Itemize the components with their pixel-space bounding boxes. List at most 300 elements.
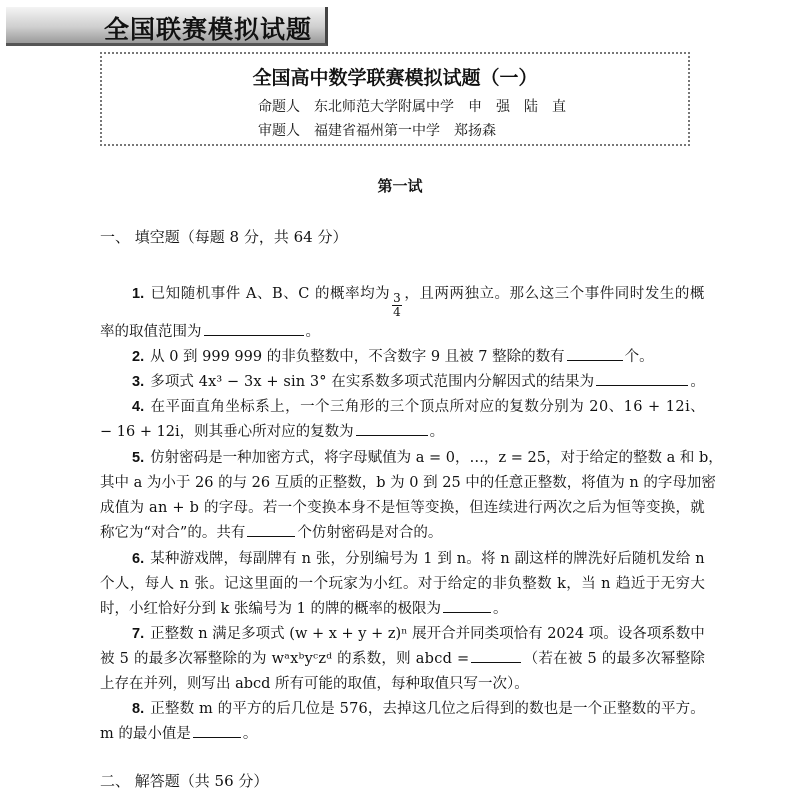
text-line — [100, 647, 705, 668]
text-char: 几 — [290, 701, 306, 717]
text-char: 负 — [507, 576, 522, 592]
text-char: 这 — [239, 576, 254, 592]
text-char: 样 — [543, 551, 559, 567]
text-char: ， — [545, 450, 561, 466]
text-char: 数 — [647, 450, 662, 466]
text-char: 种 — [164, 551, 180, 567]
text-char: = — [428, 450, 442, 466]
text-char: 加 — [251, 450, 267, 466]
text-char: ， — [361, 475, 377, 491]
text-char: 方 — [246, 701, 262, 717]
text-char — [661, 399, 666, 415]
text-char: 当 — [581, 576, 596, 592]
text-char: 是 — [380, 500, 396, 516]
text-char: 给 — [447, 576, 463, 592]
text-char: 趋 — [615, 576, 631, 592]
text-char: 类 — [484, 626, 500, 642]
text-char: 0 — [598, 399, 609, 415]
text-line — [100, 697, 705, 718]
text-char: ， — [483, 450, 499, 466]
text-char: 率 — [345, 286, 360, 302]
text-char: 直 — [195, 399, 210, 415]
text-char: 最 — [148, 651, 164, 667]
text-char: 的 — [133, 651, 149, 667]
text-char: ， — [454, 500, 469, 516]
text-char: 别 — [359, 551, 375, 567]
text-char: 副 — [252, 551, 268, 567]
text-char: + — [266, 374, 279, 390]
answer-blank[interactable] — [356, 423, 428, 436]
text-char: z — [318, 651, 326, 667]
text-char: 6 — [633, 399, 643, 415]
text-char: 牌 — [208, 551, 224, 567]
text-char: 但 — [469, 500, 484, 516]
text-char: 正 — [150, 626, 165, 642]
text-char: 牌 — [573, 551, 588, 567]
text-char: 的 — [237, 651, 252, 667]
text-char — [189, 576, 194, 592]
text-char: 某 — [150, 551, 165, 567]
text-char: 多 — [631, 651, 646, 667]
text-char: 2 — [251, 475, 261, 491]
text-char: 的 — [618, 450, 633, 466]
text-char: 于 — [432, 576, 448, 592]
text-char: 为 — [390, 475, 405, 491]
text-char: ， — [566, 475, 582, 491]
text-char: 穷 — [675, 576, 690, 592]
text-char: 无 — [660, 576, 676, 592]
text-char: c — [434, 651, 443, 667]
text-char: 为 — [610, 475, 625, 491]
text-char: 的 — [479, 475, 495, 491]
text-char: 是 — [558, 701, 573, 717]
text-char: 的 — [601, 651, 617, 667]
text-line — [100, 345, 705, 366]
text-char: 幂 — [192, 651, 208, 667]
text-char: 每 — [144, 576, 160, 592]
text-char: 个 — [569, 286, 585, 302]
fraction — [392, 292, 402, 319]
question-number: 3. — [132, 374, 145, 390]
text-char: 分 — [539, 399, 554, 415]
text-char: 多 — [389, 374, 405, 390]
text-char: A — [245, 286, 257, 302]
text-char: 若 — [538, 651, 553, 667]
text-segment: 个。 — [624, 349, 654, 365]
text-char: = — [510, 450, 523, 466]
text-char: 6 — [358, 701, 368, 717]
text-char: 整 — [675, 651, 691, 667]
text-char: 变 — [307, 500, 322, 516]
text-char: 平 — [660, 701, 676, 717]
text-char: 数 — [631, 701, 647, 717]
text-char — [175, 576, 180, 592]
text-char: + — [341, 626, 354, 642]
answer-blank[interactable] — [567, 348, 623, 361]
text-char: 字 — [657, 475, 673, 491]
text-char: 一 — [277, 500, 293, 516]
text-char: 和 — [679, 450, 695, 466]
text-line — [100, 496, 705, 517]
text-char: 面 — [268, 576, 284, 592]
text-char: 式 — [270, 626, 285, 642]
text-char: 则 — [396, 651, 411, 667]
text-char: 若 — [262, 500, 278, 516]
text-char: 与 — [232, 475, 248, 491]
part-one-heading: 一、 填空题（每题 8 分，共 64 分） — [100, 228, 348, 246]
text-char: 去 — [382, 701, 397, 717]
text-char: 密 — [266, 450, 281, 466]
text-char: ， — [404, 286, 419, 302]
text-char: 。 — [403, 576, 418, 592]
text-char: 顶 — [419, 399, 435, 415]
text-char: 一 — [573, 701, 588, 717]
text-char: a — [415, 450, 425, 466]
text-char: 事 — [584, 286, 600, 302]
text-char: n — [601, 576, 611, 592]
text-char: 。 — [209, 576, 224, 592]
text-char: ， — [381, 651, 396, 667]
text-char: 非 — [492, 576, 507, 592]
text-char: 项 — [255, 626, 271, 642]
text-char: 时 — [629, 286, 645, 302]
text-char: 到 — [437, 551, 452, 567]
text-char: 的 — [303, 475, 319, 491]
text-char: 到 — [423, 475, 438, 491]
text-char: 6 — [204, 475, 214, 491]
text-char: 对 — [464, 399, 480, 415]
text-char: 人 — [159, 576, 175, 592]
text-segment: m 的最小值是 — [100, 726, 191, 742]
text-char: ， — [367, 701, 383, 717]
text-char: n — [198, 626, 208, 642]
text-char: 已 — [150, 286, 166, 302]
text-char: = — [456, 651, 470, 667]
text-char: 7 — [349, 701, 359, 717]
text-char: 射 — [164, 450, 180, 466]
text-char: 游 — [179, 551, 195, 567]
text-char: 掉 — [397, 701, 412, 717]
text-char: 最 — [616, 651, 632, 667]
text-char: 在 — [150, 399, 166, 415]
text-char: 上 — [270, 399, 285, 415]
section-title: 第一试 — [377, 177, 423, 195]
text-char: 之 — [572, 500, 587, 516]
text-char: 大 — [690, 576, 705, 592]
text-char: 整 — [207, 651, 223, 667]
text-char: 不 — [366, 500, 381, 516]
text-char: 两 — [542, 500, 558, 516]
text-char: 是 — [208, 450, 223, 466]
text-char: z — [498, 450, 507, 466]
text-char: ， — [223, 551, 239, 567]
text-char: 数 — [552, 475, 567, 491]
text-char: 数 — [179, 626, 194, 642]
text-char: 同 — [614, 286, 630, 302]
text-segment: − 16 + 12i，则其垂心所对应的复数为 — [100, 424, 354, 440]
text-line — [100, 320, 705, 341]
text-char: 且 — [419, 286, 434, 302]
text-char: 数 — [179, 701, 195, 717]
question-number: 6. — [132, 551, 145, 567]
text-segment: 。 — [492, 601, 508, 617]
text-char: 次 — [178, 651, 193, 667]
text-char: 数 — [366, 651, 382, 667]
text-char: 变 — [646, 500, 661, 516]
text-char: 为 — [129, 500, 144, 516]
text-char: 个 — [100, 576, 115, 592]
text-char: 1 — [665, 399, 675, 415]
answer-blank[interactable] — [193, 725, 241, 738]
text-char: 。 — [248, 500, 263, 516]
question-number: 1. — [132, 286, 145, 302]
text-char: 解 — [491, 374, 507, 390]
text-char: n — [456, 551, 467, 567]
text-char: 么 — [524, 286, 540, 302]
text-char: 。 — [690, 701, 705, 717]
text-char: 这 — [529, 551, 544, 567]
text-char: 后 — [470, 701, 485, 717]
text-char: （ — [523, 651, 539, 667]
text-char: b — [189, 500, 199, 516]
text-char: 加 — [686, 475, 702, 491]
text-char: 幂 — [660, 651, 676, 667]
text-char: ， — [330, 551, 345, 567]
text-char: 数 — [537, 576, 552, 592]
text-char: 同 — [470, 626, 485, 642]
text-char: 立 — [479, 286, 494, 302]
text-char: 两 — [434, 286, 449, 302]
text-char: 的 — [514, 701, 529, 717]
question-number: 5. — [132, 450, 145, 466]
text-char: ) — [395, 626, 402, 642]
text-char: 各 — [632, 626, 647, 642]
text-char: 数 — [375, 374, 390, 390]
text-char: 整 — [164, 701, 180, 717]
text-char: 实 — [345, 374, 361, 390]
text-char: 号 — [389, 551, 404, 567]
text-char: 2 — [675, 399, 685, 415]
text-char: 个 — [313, 576, 329, 592]
text-char: 个 — [315, 399, 330, 415]
text-char: 分 — [477, 374, 492, 390]
text-char: 1 — [423, 551, 433, 567]
text-char: ᵈ — [326, 651, 333, 667]
text-char: 一 — [222, 450, 238, 466]
text-char — [643, 399, 648, 415]
text-char: 、 — [283, 286, 298, 302]
text-char: ， — [566, 576, 581, 592]
text-char: x — [290, 651, 299, 667]
text-char: 恒 — [395, 500, 411, 516]
text-char: ， — [129, 576, 145, 592]
text-char: 行 — [528, 500, 543, 516]
text-char: 为 — [403, 551, 419, 567]
text-line — [100, 672, 705, 693]
text-char — [596, 576, 601, 592]
text-char: 也 — [543, 701, 559, 717]
text-char: 3 — [244, 374, 254, 390]
series-banner — [6, 7, 328, 46]
text-char: 的 — [477, 576, 493, 592]
text-char: 字 — [338, 450, 354, 466]
text-char: a — [149, 500, 158, 516]
text-char: 这 — [411, 701, 427, 717]
text-char: 随 — [631, 551, 647, 567]
text-char: 的 — [535, 374, 551, 390]
text-char: + — [648, 399, 661, 415]
text-char: 互 — [274, 475, 290, 491]
text-char: 身 — [351, 500, 366, 516]
text-char: 将 — [480, 551, 496, 567]
text-char: 2 — [527, 450, 537, 466]
text-char — [552, 576, 557, 592]
text-char: b — [698, 450, 709, 466]
text-char: 定 — [603, 450, 619, 466]
text-char: 中 — [114, 475, 129, 491]
text-char: 数 — [347, 475, 362, 491]
text-char: 2 — [565, 626, 575, 642]
question-number: 2. — [132, 349, 145, 365]
text-char: 随 — [180, 286, 196, 302]
text-line — [100, 597, 705, 618]
text-char: 数 — [524, 399, 539, 415]
text-segment: 。 — [305, 324, 320, 340]
text-char: 在 — [331, 374, 346, 390]
text-char: 0 — [445, 450, 455, 466]
text-char: 结 — [550, 374, 565, 390]
text-char: 质 — [289, 475, 304, 491]
text-char: 赋 — [367, 450, 383, 466]
text-char: 后 — [276, 701, 291, 717]
text-char: ， — [454, 450, 470, 466]
text-char: 的 — [218, 475, 233, 491]
text-char: 、 — [256, 286, 272, 302]
text-char: 合 — [441, 626, 456, 642]
text-char: 的 — [558, 551, 574, 567]
text-char: 机 — [195, 286, 211, 302]
text-char: 正 — [523, 475, 538, 491]
answer-blank[interactable] — [596, 373, 688, 386]
text-char: m — [198, 701, 213, 717]
text-char: + — [371, 626, 384, 642]
text-char: ， — [285, 399, 300, 415]
text-char: 换 — [439, 500, 455, 516]
text-char: 定 — [462, 576, 478, 592]
text-char: 5 — [451, 475, 461, 491]
exam-header-box — [100, 52, 690, 146]
text-char: ， — [675, 500, 690, 516]
text-char: 的 — [646, 701, 661, 717]
text-char: 续 — [498, 500, 514, 516]
text-char: 任 — [494, 475, 509, 491]
text-segment: 。 — [429, 424, 445, 440]
text-char: 张 — [194, 576, 209, 592]
text-char: 、 — [608, 399, 624, 415]
text-char: 独 — [464, 286, 479, 302]
text-char: 的 — [374, 399, 390, 415]
text-char: 为 — [358, 576, 373, 592]
text-char: 的 — [283, 576, 299, 592]
text-segment: 个仿射密码是对合的。 — [297, 525, 443, 541]
text-char: 一 — [298, 576, 314, 592]
answer-blank[interactable] — [204, 323, 304, 336]
text-char: 并 — [455, 626, 471, 642]
text-segment: 。 — [242, 726, 258, 742]
text-char: 知 — [165, 286, 181, 302]
text-char: 的 — [203, 500, 219, 516]
text-char: n — [295, 374, 306, 390]
text-char: 中 — [465, 475, 480, 491]
text-char: 近 — [630, 576, 646, 592]
text-char: 概 — [689, 286, 705, 302]
text-char: 的 — [217, 701, 233, 717]
text-char: 坐 — [225, 399, 240, 415]
text-char: 对 — [417, 576, 433, 592]
text-char: 为 — [251, 651, 267, 667]
text-char: 为 — [601, 500, 617, 516]
text-char: 围 — [448, 374, 463, 390]
text-char: 位 — [441, 701, 456, 717]
text-char: 方 — [675, 701, 691, 717]
text-segment: 称它为“对合”的。共有 — [100, 525, 246, 541]
text-char: 正 — [150, 701, 165, 717]
text-char: 发 — [644, 286, 660, 302]
text-char: 里 — [253, 576, 269, 592]
text-char: 整 — [632, 450, 648, 466]
text-char: 将 — [324, 450, 339, 466]
text-char: 4 — [574, 626, 585, 642]
text-char: 将 — [581, 475, 596, 491]
numerator: 3 — [393, 291, 401, 305]
text-char: 系 — [351, 651, 367, 667]
text-char: 红 — [388, 576, 403, 592]
text-char: ， — [309, 450, 325, 466]
text-char: 复 — [509, 399, 524, 415]
text-char: ° — [319, 374, 327, 390]
text-line — [100, 471, 716, 492]
text-char: 概 — [330, 286, 345, 302]
text-char: 正 — [318, 475, 333, 491]
text-char: 果 — [565, 374, 580, 390]
text-char: 5 — [536, 450, 546, 466]
text-char: 机 — [646, 551, 662, 567]
answer-blank[interactable] — [471, 650, 521, 663]
text-char: n — [179, 576, 189, 592]
answer-blank[interactable] — [443, 600, 491, 613]
text-char: 式 — [418, 374, 434, 390]
text-char: 、 — [690, 399, 705, 415]
answer-blank[interactable] — [247, 524, 295, 537]
text-line — [100, 572, 705, 593]
text-char: 在 — [553, 651, 568, 667]
text-char: 副 — [514, 551, 530, 567]
text-char: 中 — [690, 626, 705, 642]
text-char — [241, 286, 246, 302]
text-char: 之 — [455, 701, 471, 717]
text-char: 换 — [660, 500, 676, 516]
text-char: 5 — [587, 651, 597, 667]
text-char: 设 — [617, 626, 633, 642]
text-char: 被 — [100, 651, 115, 667]
text-char: 数 — [675, 626, 691, 642]
text-char: 变 — [424, 500, 440, 516]
text-char: 3 — [309, 374, 320, 390]
text-char: 给 — [675, 551, 691, 567]
text-char: 范 — [433, 374, 449, 390]
text-char: 整 — [164, 626, 180, 642]
text-char: 0 — [556, 626, 566, 642]
